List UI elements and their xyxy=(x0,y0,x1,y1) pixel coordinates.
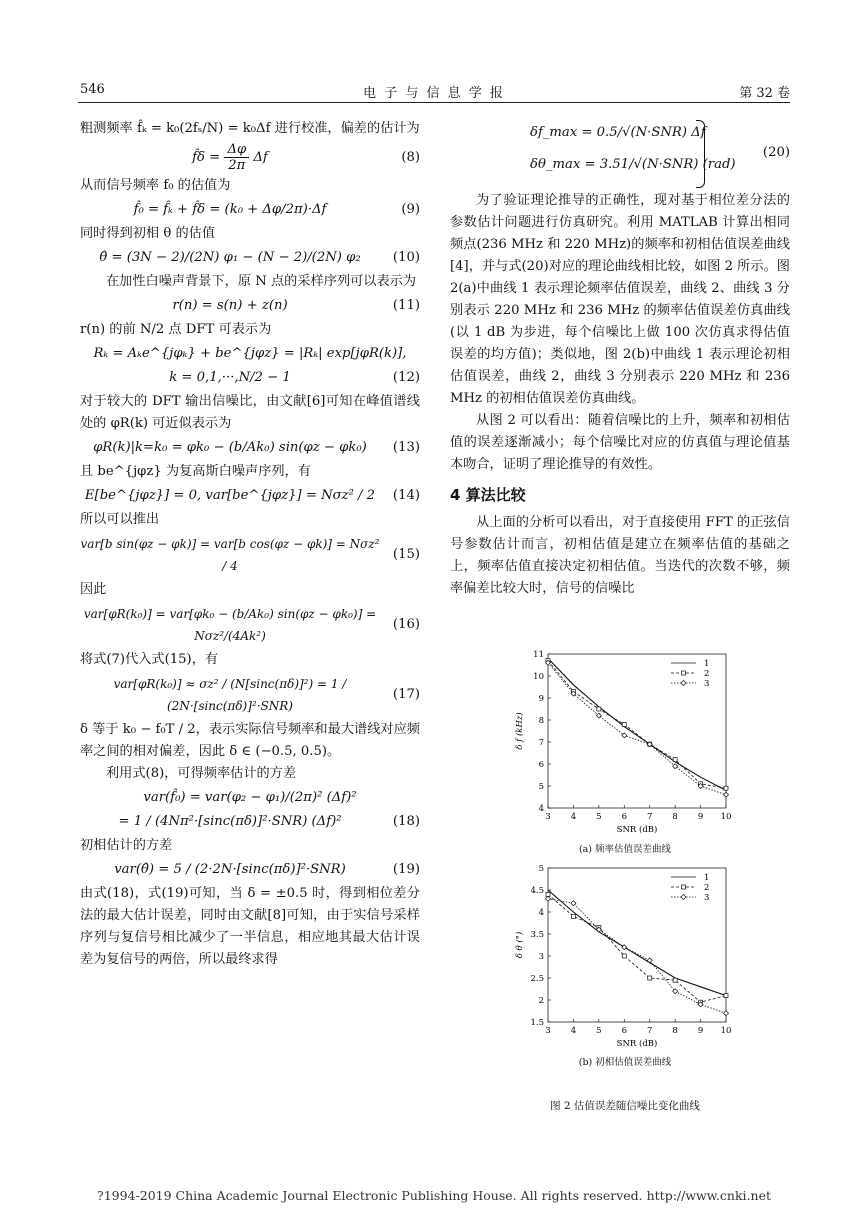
equation-18a: var(f̂₀) = var(φ₂ − φ₁)/(2π)² (Δf)² xyxy=(143,790,357,805)
x-tick-label: 7 xyxy=(647,1026,653,1036)
equation-number: (8) xyxy=(401,149,420,165)
y-tick-label: 1.5 xyxy=(530,1018,544,1028)
equation-14: E[be^{jφz}] = 0, var[be^{jφz}] = Nσz² / 2 (14) xyxy=(84,488,420,503)
plot-frame xyxy=(548,868,726,1022)
data-point xyxy=(597,707,601,711)
equation-12a: Rₖ = Aₖe^{jφₖ} + be^{jφz} = |Rₖ| exp[jφR(k)], xyxy=(93,346,407,361)
chart-frequency-error xyxy=(495,646,755,856)
volume-label: 第 32 卷 xyxy=(739,86,790,101)
paragraph: 在加性白噪声背景下，原 N 点的采样序列可以表示为 xyxy=(106,274,417,289)
y-axis-label: δ θ (°) xyxy=(515,931,525,959)
paragraph: 将式(7)代入式(15)，有 xyxy=(80,652,219,667)
equation-16: var[φR(k₀)] = var[φk₀ − (b/Ak₀) sin(φz − φk₀)] = Nσz²/(4Ak²) (16) xyxy=(83,607,420,643)
x-axis-label: SNR (dB) xyxy=(616,1039,658,1049)
data-point xyxy=(724,792,729,797)
x-tick-label: 9 xyxy=(697,1026,704,1036)
y-tick-label: 10 xyxy=(533,672,544,682)
left-column xyxy=(80,118,420,971)
paragraph: 初相估计的方差 xyxy=(80,838,173,853)
series-line-2 xyxy=(548,661,726,789)
data-point xyxy=(673,978,677,982)
y-tick-label: 11 xyxy=(533,650,544,660)
right-column xyxy=(450,118,790,600)
x-tick-label: 4 xyxy=(570,1026,577,1036)
x-tick-label: 3 xyxy=(545,812,551,822)
data-point xyxy=(648,976,652,980)
page-number: 546 xyxy=(80,82,105,97)
legend-marker xyxy=(682,885,686,889)
legend-label-1: 1 xyxy=(704,659,710,669)
section-heading: 4 算法比较 xyxy=(450,486,526,504)
data-point xyxy=(724,786,728,790)
data-point xyxy=(622,722,626,726)
x-axis-label: SNR (dB) xyxy=(616,825,658,835)
data-point xyxy=(724,994,728,998)
y-tick-label: 2 xyxy=(538,996,544,1006)
y-tick-label: 5 xyxy=(538,864,544,874)
y-tick-label: 9 xyxy=(538,694,544,704)
header-rule xyxy=(78,102,790,103)
data-point xyxy=(673,758,677,762)
x-tick-label: 8 xyxy=(672,812,678,822)
y-tick-label: 4.5 xyxy=(530,886,544,896)
data-point xyxy=(724,1011,729,1016)
paragraph: 因此 xyxy=(80,582,107,597)
paragraph: 且 be^{jφz} 为复高斯白噪声序列，有 xyxy=(80,464,311,479)
footer-copyright: ?1994-2019 China Academic Journal Electronic Publishing House. All rights reserved. http://www.cnki.net xyxy=(97,1188,771,1203)
journal-title: 电 子 与 信 息 学 报 xyxy=(363,86,505,101)
data-point xyxy=(622,945,627,950)
brace xyxy=(696,120,705,188)
y-tick-label: 4 xyxy=(538,804,544,814)
data-point xyxy=(622,954,626,958)
equation-19: var(θ̂) = 5 / (2·2N·[sinc(πδ)]²·SNR) (19) xyxy=(114,862,420,877)
chart-a-caption: (a) 频率估值误差曲线 xyxy=(578,844,672,855)
y-tick-label: 3 xyxy=(538,952,544,962)
legend-label-2: 2 xyxy=(704,669,710,679)
paragraph: 粗测频率 f̂ₖ = k₀(2fₛ/N) = k₀Δf 进行校准，偏差的估计为 xyxy=(80,121,420,136)
fraction: $\frac{\Delta\varphi}{2\pi}$ xyxy=(224,142,249,173)
x-tick-label: 3 xyxy=(545,1026,551,1036)
equation-12: k = 0,1,···,N/2 − 1 (12) xyxy=(169,370,420,385)
chart-phase-error xyxy=(495,860,755,1066)
data-point xyxy=(571,914,575,918)
equation-20: δf_max = 0.5/√(N·SNR) Δf δθ_max = 3.51/√(N·SNR) (rad) (20) xyxy=(450,118,790,190)
equation-17: var[φR(k₀)] ≈ σz² / (N[sinc(πδ)]²) = 1 / (2N·[sinc(πδ)]²·SNR) (17) xyxy=(113,677,420,713)
series-line-1 xyxy=(548,890,726,996)
legend-label-3: 3 xyxy=(704,893,710,903)
equation-10: θ̂ = (3N − 2)/(2N) φ₁ − (N − 2)/(2N) φ₂ (10) xyxy=(99,250,420,265)
legend-label-3: 3 xyxy=(704,679,710,689)
paragraph: 所以可以推出 xyxy=(80,512,160,527)
series-line-1 xyxy=(548,658,726,790)
equation-9: f̂₀ = f̂ₖ + f̂δ = (k₀ + Δφ/2π)·Δf (9) xyxy=(133,202,420,217)
x-tick-label: 6 xyxy=(621,1026,627,1036)
paragraph: 从上面的分析可以看出，对于直接使用 FFT 的正弦信号参数估计而言，初相估值是建立在频率估值的基础之上，频率估值直接决定初相估值。当迭代的次数不够，频率偏差比较大时，信号的信噪比 xyxy=(450,515,790,596)
y-tick-label: 8 xyxy=(538,716,544,726)
x-tick-label: 9 xyxy=(697,812,704,822)
x-tick-label: 10 xyxy=(720,812,732,822)
paragraph: 从图 2 可以看出：随着信噪比的上升，频率和初相估值的误差逐渐减小；每个信噪比对应的仿真值与理论值基本吻合，证明了理论推导的有效性。 xyxy=(450,413,790,472)
legend-marker xyxy=(682,671,686,675)
equation-13: φR(k)|k=k₀ = φk₀ − (b/Ak₀) sin(φz − φk₀) (13) xyxy=(93,440,420,455)
paragraph: δ 等于 k₀ − f₀T / 2，表示实际信号频率和最大谱线对应频率之间的相对偏差，因此 δ ∈ (−0.5, 0.5)。 xyxy=(80,722,420,759)
paragraph: 由式(18)，式(19)可知，当 δ = ±0.5 时，得到相位差分法的最大估计误差，同时由文献[8]可知，由于实信号采样序列与复信号相比减少了一半信息，相应地其最大估计误差为复信号的两倍，所以最终求得 xyxy=(80,886,420,967)
y-tick-label: 6 xyxy=(538,760,544,770)
figure-caption: 图 2 估值误差随信噪比变化曲线 xyxy=(550,1100,700,1112)
x-tick-label: 5 xyxy=(596,1026,602,1036)
legend-label-2: 2 xyxy=(704,883,710,893)
legend-label-1: 1 xyxy=(704,873,710,883)
y-tick-label: 7 xyxy=(538,738,544,748)
y-tick-label: 3.5 xyxy=(530,930,544,940)
series-line-3 xyxy=(548,663,726,795)
x-tick-label: 7 xyxy=(647,812,653,822)
paragraph: 从而信号频率 f₀ 的估值为 xyxy=(80,178,231,193)
equation-lhs: f̂δ = xyxy=(192,150,225,165)
equation-18: = 1 / (4Nπ²·[sinc(πδ)]²·SNR) (Δf)² (18) xyxy=(118,814,420,829)
chart-b-caption: (b) 初相估值误差曲线 xyxy=(578,1057,672,1068)
equation-rhs: Δf xyxy=(253,150,268,165)
equation-15: var[b sin(φz − φk)] = var[b cos(φz − φk)] = Nσz² / 4 (15) xyxy=(80,537,420,573)
y-tick-label: 5 xyxy=(538,782,544,792)
x-tick-label: 10 xyxy=(720,1026,732,1036)
x-tick-label: 6 xyxy=(621,812,627,822)
y-tick-label: 2.5 xyxy=(530,974,544,984)
x-tick-label: 5 xyxy=(596,812,602,822)
x-tick-label: 8 xyxy=(672,1026,678,1036)
paragraph: 同时得到初相 θ 的估值 xyxy=(80,226,216,241)
x-tick-label: 4 xyxy=(570,812,577,822)
paragraph: 对于较大的 DFT 输出信噪比，由文献[6]可知在峰值谱线处的 φR(k) 可近似表示为 xyxy=(80,394,420,431)
equation-8 xyxy=(80,142,420,173)
legend-marker xyxy=(681,895,686,900)
paragraph: 为了验证理论推导的正确性，现对基于相位差分法的参数估计问题进行仿真研究。利用 MATLAB 计算出相同频点(236 MHz 和 220 MHz)的频率和初相估值误差曲线[4]，并与式(20)对应的理论曲线相比较，如图 2 所示。图 2(a)中曲线 1 表示理论频率估值误差，曲线 2、曲线 3 分别表示 220 MHz 和 236 MHz 的频率估值误差仿真曲线(以 1 dB 为步进，每个信噪比上做 100 次仿真求得估值误差的均方值)；类似地，图 2(b)中曲线 1 表示理论初相估值误差，曲线 2，曲线 3 分别表示 220 MHz 和 236 MHz 的初相估值误差仿真曲线。 xyxy=(450,193,790,406)
equation-11: r(n) = s(n) + z(n) (11) xyxy=(172,298,420,313)
legend-marker xyxy=(681,681,686,686)
paragraph: r(n) 的前 N/2 点 DFT 可表示为 xyxy=(80,322,272,337)
paragraph: 利用式(8)，可得频率估计的方差 xyxy=(106,766,297,781)
data-point xyxy=(546,896,551,901)
data-point xyxy=(546,892,550,896)
y-axis-label: δ f (kHz) xyxy=(515,712,525,750)
y-tick-label: 4 xyxy=(538,908,544,918)
